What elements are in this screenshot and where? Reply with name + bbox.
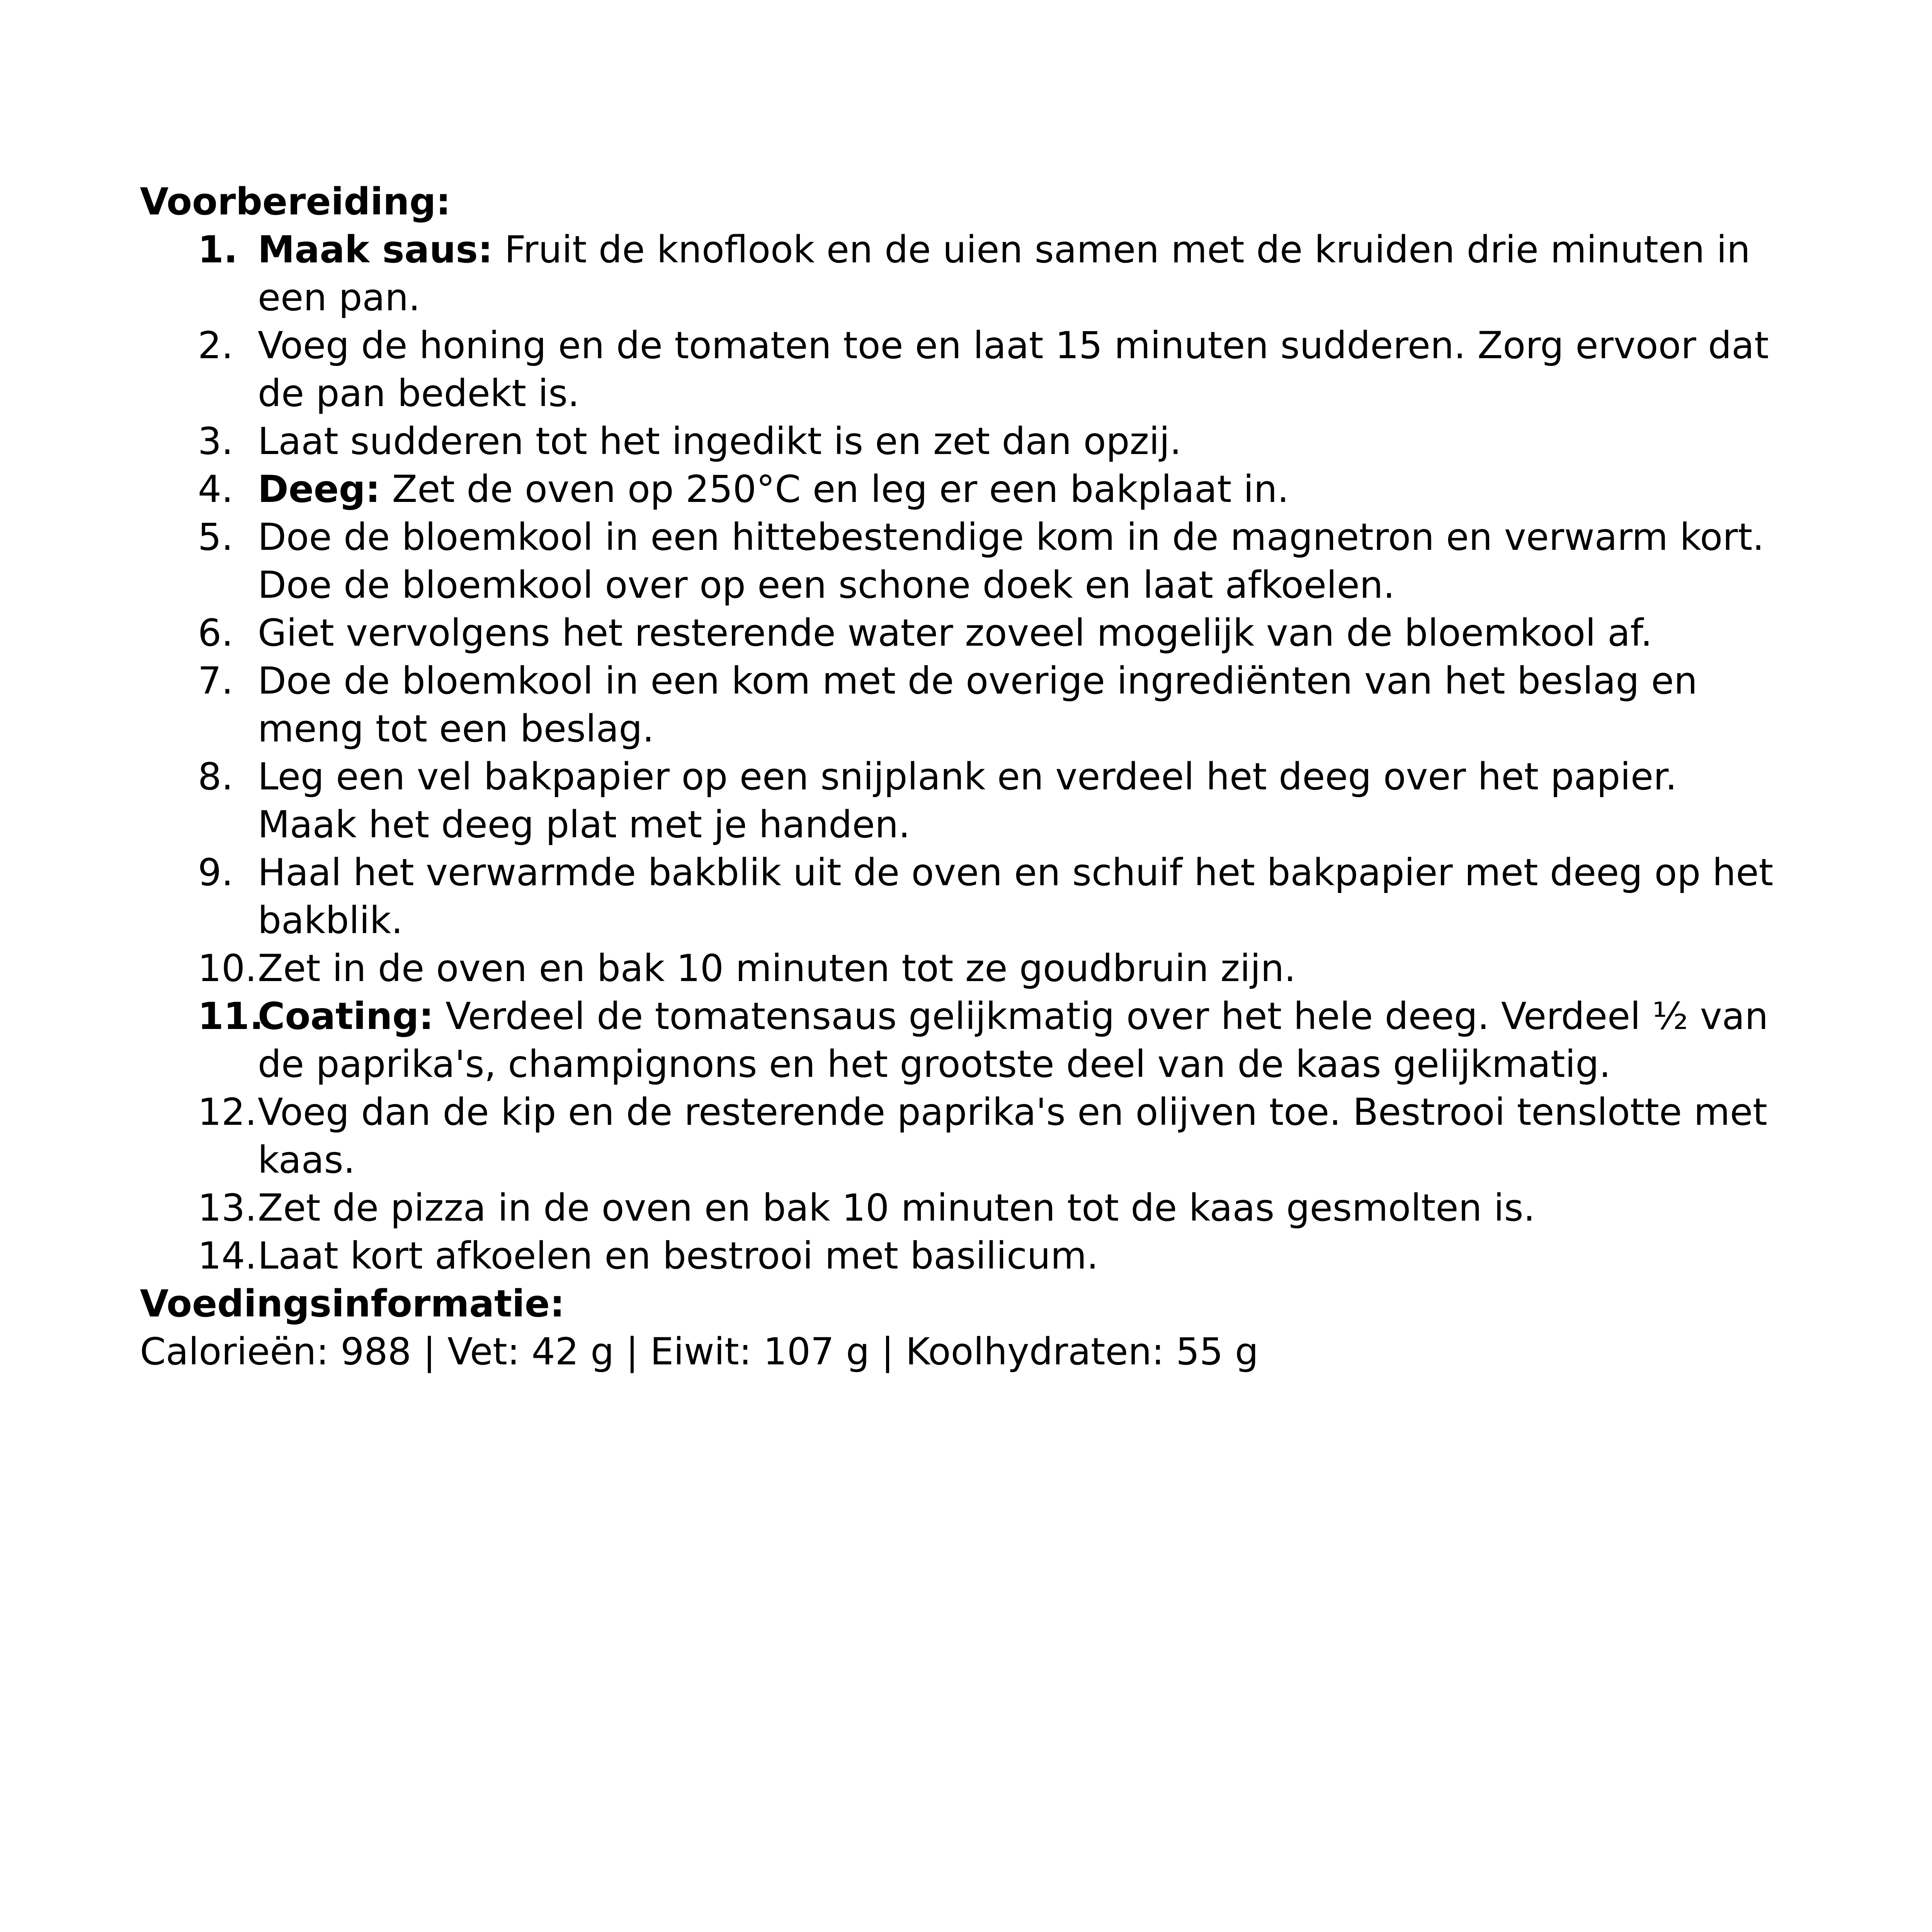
recipe-document [140, 178, 1786, 1376]
step-text: Zet de pizza in de oven en bak 10 minuten tot de kaas gesmolten is. [258, 1186, 1535, 1230]
list-item [140, 321, 1786, 417]
step-number: 13. [198, 1186, 257, 1230]
step-number: 14. [198, 1234, 257, 1277]
preparation-heading: Voorbereiding: [140, 180, 451, 223]
list-item [140, 992, 1786, 1088]
step-text: Voeg de honing en de tomaten toe en laat 15 minuten sudderen. Zorg ervoor dat de pan bedekt is. [258, 324, 1769, 415]
list-item [140, 1088, 1786, 1184]
list-item [140, 657, 1786, 753]
list-item [140, 849, 1786, 944]
nutrition-heading: Voedingsinformatie: [140, 1282, 565, 1325]
step-number: 2. [198, 324, 233, 367]
step-text: Leg een vel bakpapier op een snijplank en verdeel het deeg over het papier. Maak het deeg plat met je handen. [258, 755, 1677, 846]
step-number: 10. [198, 947, 257, 990]
list-item [140, 1232, 1786, 1280]
step-number: 9. [198, 851, 233, 894]
list-item [140, 417, 1786, 465]
list-item [140, 1184, 1786, 1232]
step-number: 1. [198, 228, 238, 271]
step-text: Laat kort afkoelen en bestrooi met basilicum. [258, 1234, 1099, 1277]
step-number: 11. [198, 995, 264, 1038]
step-number: 12. [198, 1090, 257, 1134]
step-text: Haal het verwarmde bakblik uit de oven en schuif het bakpapier met deeg op het bakblik. [258, 851, 1774, 942]
step-text: Voeg dan de kip en de resterende paprika's en olijven toe. Bestrooi tenslotte met kaas. [258, 1090, 1767, 1182]
step-text: Zet in de oven en bak 10 minuten tot ze goudbruin zijn. [258, 947, 1296, 990]
list-item [140, 944, 1786, 992]
step-text: Giet vervolgens het resterende water zoveel mogelijk van de bloemkool af. [258, 611, 1653, 655]
list-item [140, 753, 1786, 849]
step-number: 4. [198, 468, 233, 511]
list-item [140, 609, 1786, 657]
step-lead: Coating: [258, 995, 434, 1038]
list-item [140, 226, 1786, 321]
step-text: Doe de bloemkool in een hittebestendige kom in de magnetron en verwarm kort. Doe de bloemkool over op een schone doek en laat afkoelen. [258, 515, 1764, 607]
step-text: Fruit de knoflook en de uien samen met de kruiden drie minuten in een pan. [258, 228, 1750, 319]
step-text: Laat sudderen tot het ingedikt is en zet dan opzij. [258, 420, 1182, 463]
step-number: 5. [198, 515, 233, 559]
step-number: 7. [198, 659, 233, 702]
preparation-steps-list [140, 226, 1786, 1280]
step-text: Zet de oven op 250°C en leg er een bakplaat in. [380, 468, 1289, 511]
step-lead: Maak saus: [258, 228, 493, 271]
nutrition-values: Calorieën: 988 | Vet: 42 g | Eiwit: 107 g | Koolhydraten: 55 g [140, 1330, 1259, 1373]
list-item [140, 513, 1786, 609]
list-item [140, 465, 1786, 513]
step-lead: Deeg: [258, 468, 381, 511]
step-number: 8. [198, 755, 233, 798]
step-number: 6. [198, 611, 233, 655]
step-text: Verdeel de tomatensaus gelijkmatig over het hele deeg. Verdeel ½ van de paprika's, champignons en het grootste deel van de kaas gelijkmatig. [258, 995, 1769, 1086]
step-text: Doe de bloemkool in een kom met de overige ingrediënten van het beslag en meng tot een beslag. [258, 659, 1697, 750]
step-number: 3. [198, 420, 233, 463]
